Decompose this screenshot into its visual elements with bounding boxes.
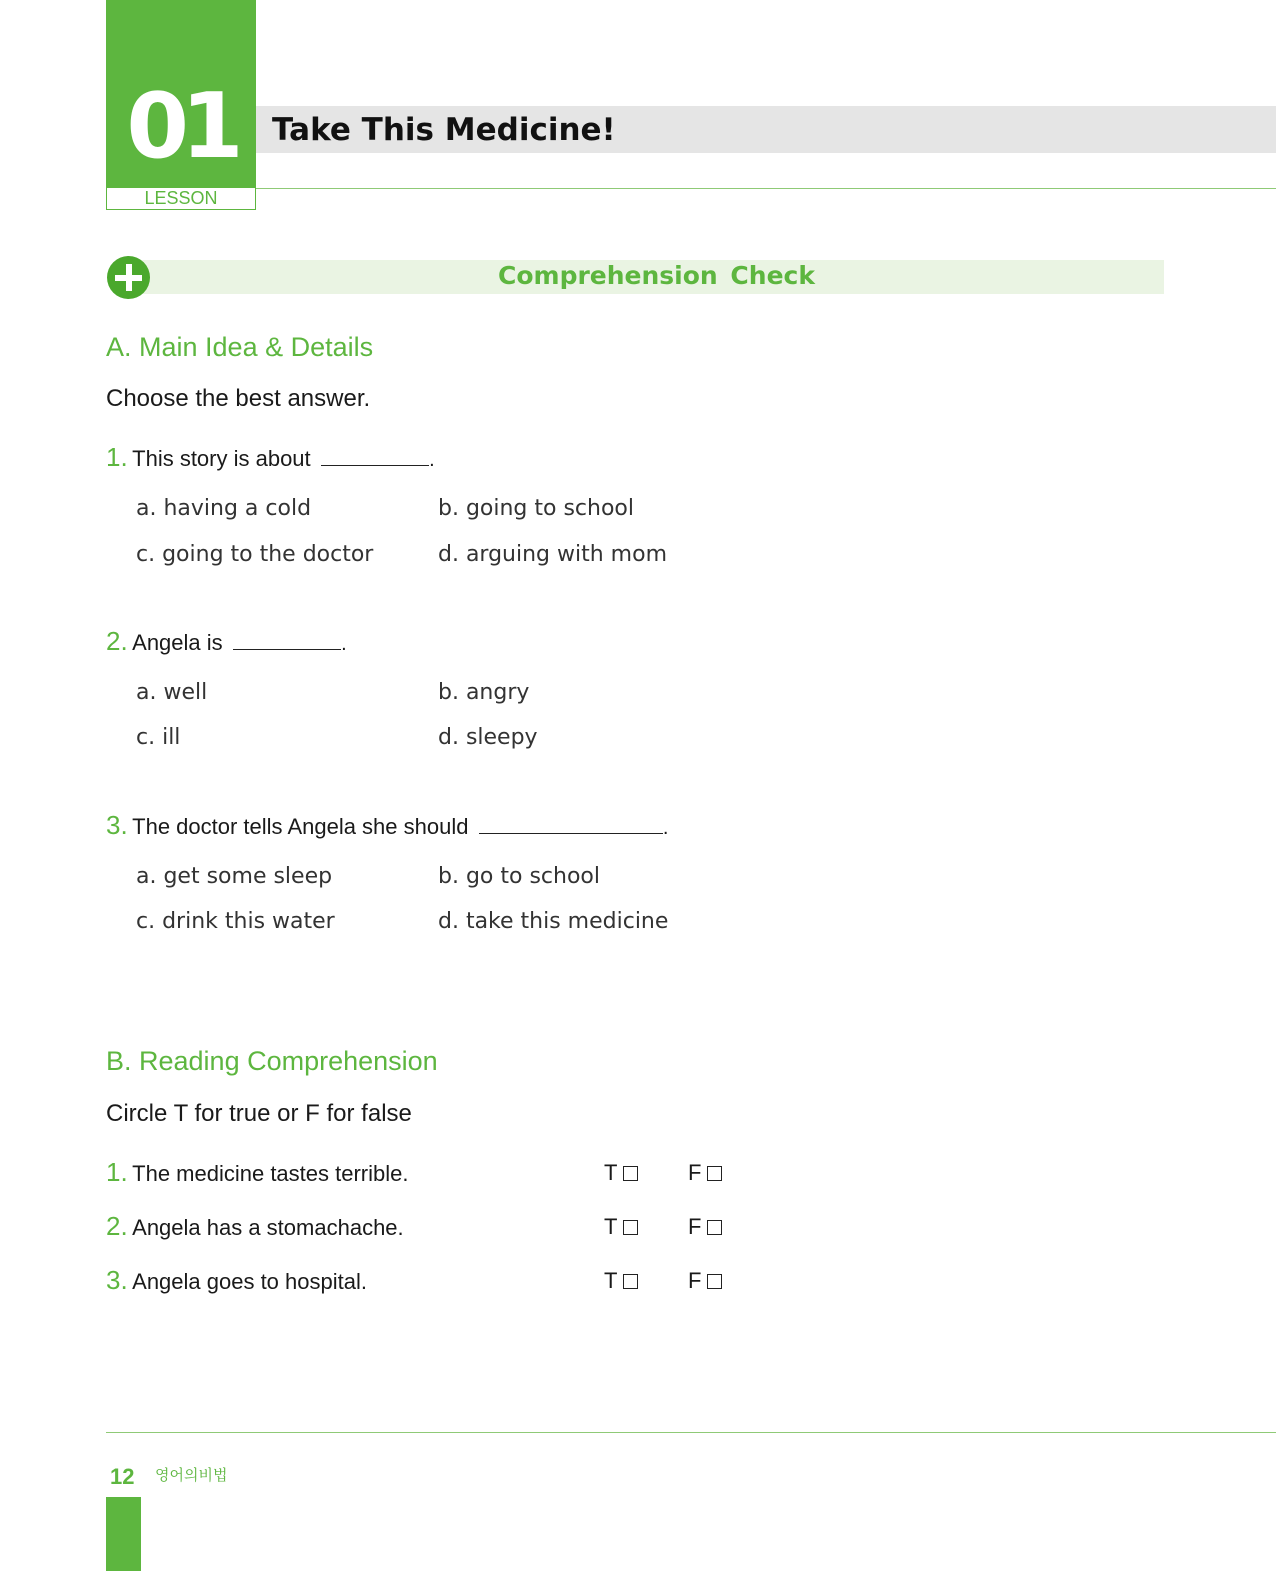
statement-number: 2. — [106, 1211, 128, 1241]
lesson-number: 01 — [126, 74, 236, 179]
question-number: 1. — [106, 442, 128, 472]
true-checkbox[interactable] — [623, 1166, 638, 1181]
false-choice[interactable] — [688, 1213, 722, 1241]
statement-number: 1. — [106, 1157, 128, 1187]
statement-3 — [106, 1264, 367, 1297]
book-title: 영어의비법 — [155, 1467, 228, 1484]
option-a[interactable]: a. having a cold — [136, 496, 312, 521]
true-checkbox[interactable] — [623, 1220, 638, 1235]
false-label: F — [688, 1214, 702, 1239]
false-checkbox[interactable] — [707, 1220, 722, 1235]
false-checkbox[interactable] — [707, 1274, 722, 1289]
answer-blank[interactable] — [479, 811, 663, 834]
section-a-title: A. Main Idea & Details — [106, 332, 374, 362]
option-d[interactable]: d. take this medicine — [438, 909, 669, 934]
statement-text: Angela goes to hospital. — [132, 1269, 367, 1294]
statement-text: Angela has a stomachache. — [132, 1215, 404, 1240]
statement-text: The medicine tastes terrible. — [132, 1161, 409, 1186]
option-b[interactable]: b. angry — [438, 680, 530, 705]
statement-2 — [106, 1210, 404, 1243]
title-divider — [256, 188, 1276, 189]
answer-blank[interactable] — [321, 443, 429, 466]
true-choice[interactable] — [604, 1267, 638, 1295]
statement-1 — [106, 1156, 408, 1189]
section-a-instruction: Choose the best answer. — [106, 385, 371, 412]
option-a[interactable]: a. well — [136, 680, 208, 705]
option-b[interactable]: b. go to school — [438, 864, 600, 889]
footer-divider — [106, 1432, 1276, 1433]
page-title: Take This Medicine! — [272, 112, 616, 148]
question-text: The doctor tells Angela she should — [132, 814, 469, 839]
false-label: F — [688, 1268, 702, 1293]
true-label: T — [604, 1268, 618, 1293]
false-checkbox[interactable] — [707, 1166, 722, 1181]
option-c[interactable]: c. ill — [136, 725, 181, 750]
question-2: 2. Angela is . — [106, 626, 347, 656]
question-number: 3. — [106, 810, 128, 840]
section-b-title: B. Reading Comprehension — [106, 1046, 438, 1076]
question-number: 2. — [106, 626, 128, 656]
true-choice[interactable] — [604, 1159, 638, 1187]
answer-blank[interactable] — [233, 627, 341, 650]
option-a[interactable]: a. get some sleep — [136, 864, 333, 889]
option-c[interactable]: c. going to the doctor — [136, 542, 374, 567]
footer-accent-bar — [106, 1497, 141, 1571]
section-b-instruction: Circle T for true or F for false — [106, 1100, 412, 1127]
comprehension-title: Comprehension Check — [498, 261, 815, 290]
option-c[interactable]: c. drink this water — [136, 909, 335, 934]
question-1: 1. This story is about . — [106, 442, 435, 472]
false-choice[interactable] — [688, 1267, 722, 1295]
page-number: 12 — [110, 1464, 135, 1489]
statement-number: 3. — [106, 1265, 128, 1295]
option-d[interactable]: d. sleepy — [438, 725, 538, 750]
true-label: T — [604, 1160, 618, 1185]
plus-circle-icon — [107, 256, 150, 299]
true-checkbox[interactable] — [623, 1274, 638, 1289]
false-choice[interactable] — [688, 1159, 722, 1187]
option-b[interactable]: b. going to school — [438, 496, 635, 521]
false-label: F — [688, 1160, 702, 1185]
question-3: 3. The doctor tells Angela she should . — [106, 810, 669, 840]
lesson-label: LESSON — [106, 188, 256, 210]
question-text: Angela is — [132, 630, 223, 655]
question-text: This story is about — [132, 446, 311, 471]
true-choice[interactable] — [604, 1213, 638, 1241]
true-label: T — [604, 1214, 618, 1239]
option-d[interactable]: d. arguing with mom — [438, 542, 668, 567]
